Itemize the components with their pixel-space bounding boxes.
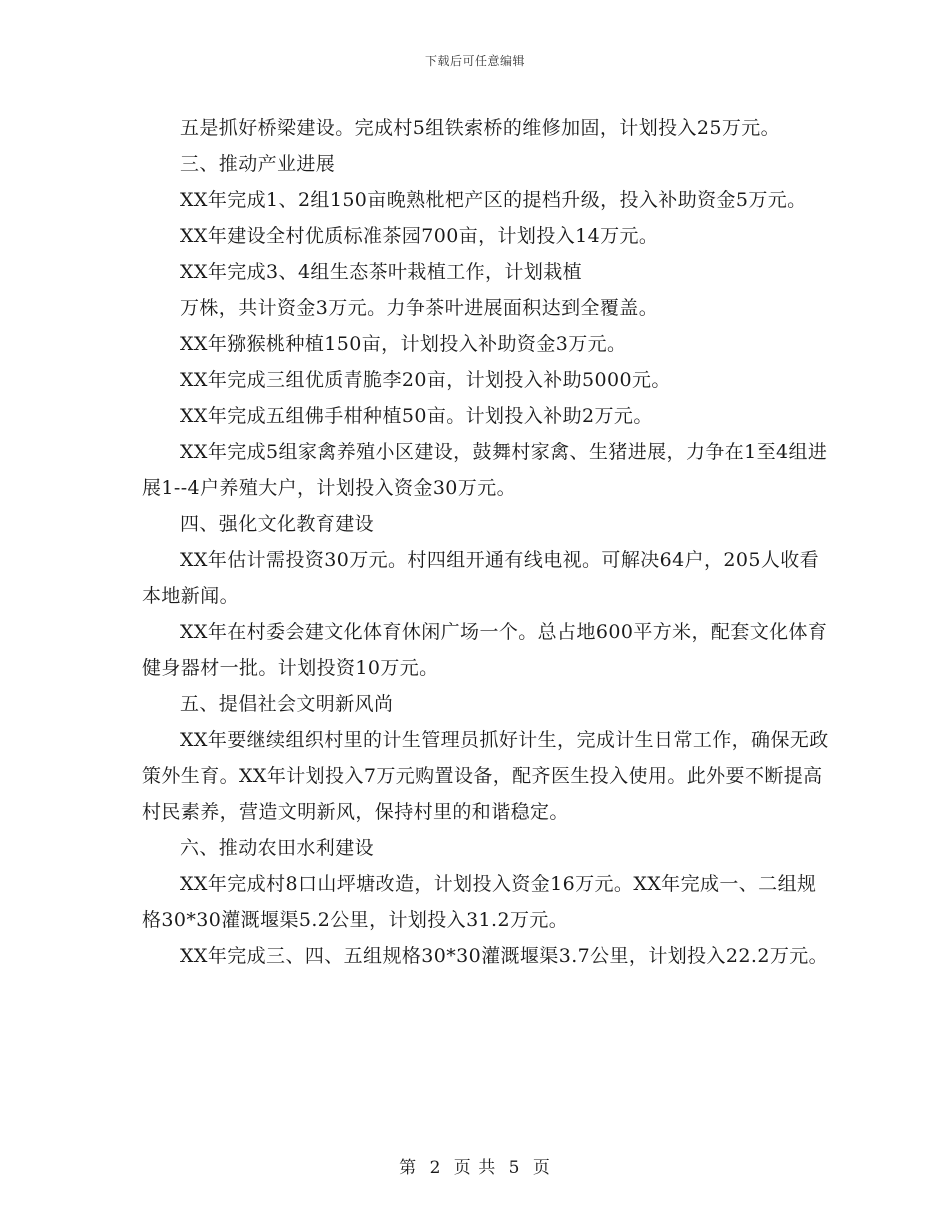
paragraph-poultry: XX年完成5组家禽养殖小区建设，鼓舞村家禽、生猪进展，力争在1至4组进展1--4户养殖大户，计划投入资金30万元。	[142, 441, 828, 499]
page-number-current: 2	[429, 1158, 442, 1178]
section-heading-irrigation: 六、推动农田水利建设	[180, 837, 375, 859]
paragraph-tea-garden: XX年建设全村优质标准茶园700亩，计划投入14万元。	[180, 225, 659, 247]
paragraph-bridge: 五是抓好桥梁建设。完成村5组铁索桥的维修加固，计划投入25万元。	[180, 117, 781, 139]
page-number-middle: 页 共	[453, 1158, 497, 1178]
page-number-suffix: 页	[532, 1158, 551, 1178]
paragraph-tea-funding: 万株，共计资金3万元。力争茶叶进展面积达到全覆盖。	[180, 297, 659, 319]
page-number-prefix: 第	[399, 1158, 418, 1178]
paragraph-bergamot: XX年完成五组佛手柑种植50亩。计划投入补助2万元。	[180, 405, 653, 427]
paragraph-ponds-canals: XX年完成村8口山坪塘改造，计划投入资金16万元。XX年完成一、二组规格30*30灌溉堰渠5.2公里，计划投入31.2万元。	[142, 873, 817, 931]
document-body	[142, 110, 832, 974]
paragraph-tea-planting: XX年完成3、4组生态茶叶栽植工作，计划栽植	[180, 261, 583, 283]
section-heading-culture: 四、强化文化教育建设	[180, 513, 375, 535]
paragraph-kiwi: XX年猕猴桃种植150亩，计划投入补助资金3万元。	[180, 333, 627, 355]
page-header: 下载后可任意编辑	[424, 54, 525, 68]
section-heading-industry: 三、推动产业进展	[180, 153, 336, 175]
paragraph-plum: XX年完成三组优质青脆李20亩，计划投入补助5000元。	[180, 369, 671, 391]
paragraph-canals-345: XX年完成三、四、五组规格30*30灌溉堰渠3.7公里，计划投入22.2万元。	[180, 945, 829, 967]
paragraph-family-planning: XX年要继续组织村里的计生管理员抓好计生，完成计生日常工作，确保无政策外生育。XX年计划投入7万元购置设备，配齐医生投入使用。此外要不断提高村民素养，营造文明新风，保持村里的和谐稳定。	[142, 729, 829, 823]
page-number	[0, 1153, 950, 1178]
paragraph-loquat: XX年完成1、2组150亩晚熟枇杷产区的提档升级，投入补助资金5万元。	[180, 189, 807, 211]
page-number-total: 5	[508, 1158, 521, 1178]
paragraph-plaza: XX年在村委会建文化体育休闲广场一个。总占地600平方米，配套文化体育健身器材一批。计划投资10万元。	[142, 621, 828, 679]
paragraph-cable-tv: XX年估计需投资30万元。村四组开通有线电视。可解决64户，205人收看本地新闻。	[142, 549, 820, 607]
section-heading-civility: 五、提倡社会文明新风尚	[180, 693, 394, 715]
